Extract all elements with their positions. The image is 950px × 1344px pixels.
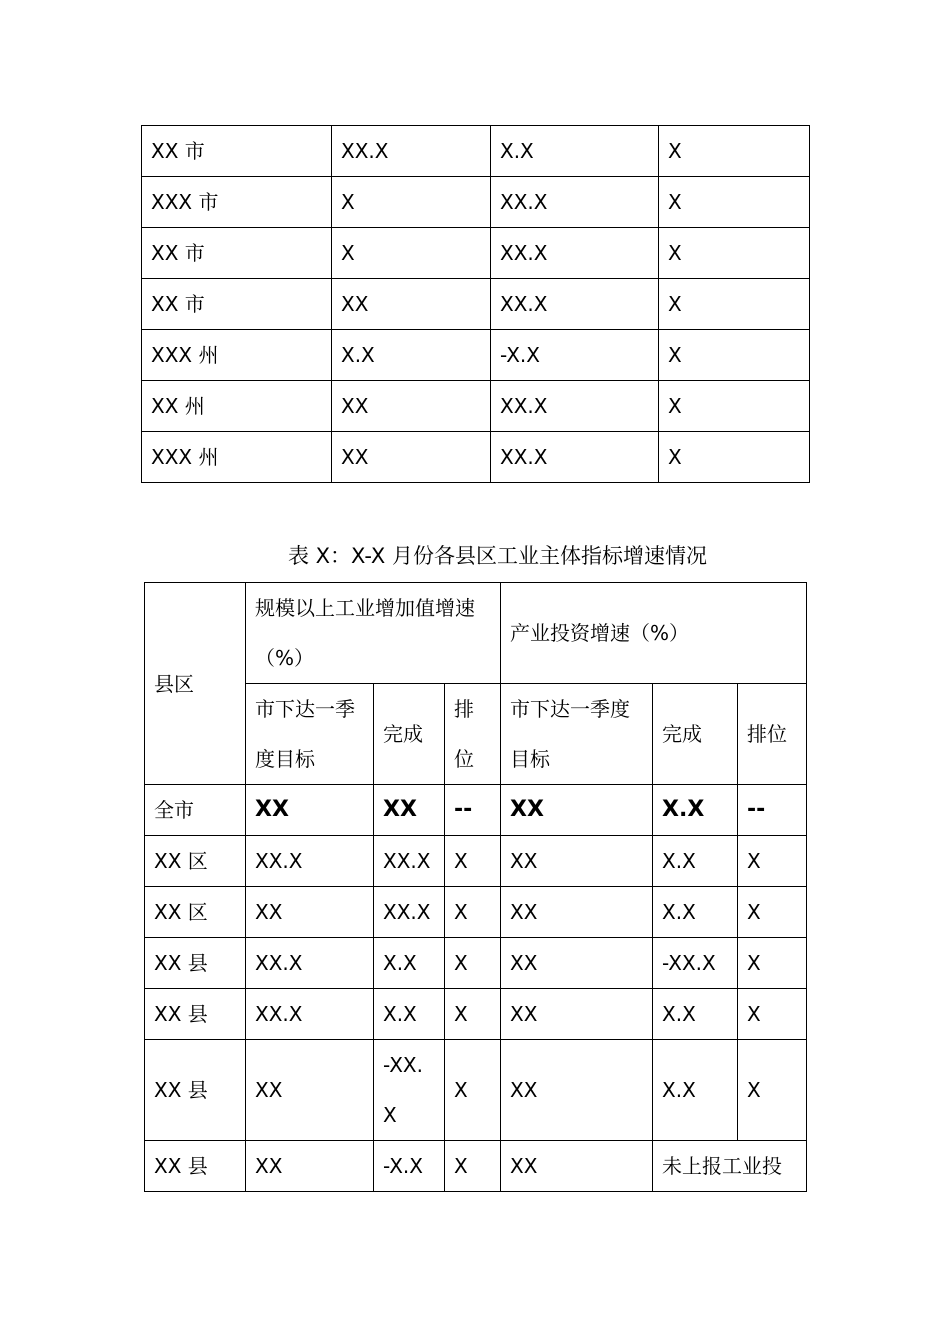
table-row xyxy=(145,1141,807,1192)
cell-value: X xyxy=(659,381,810,432)
cell-value: XX.X xyxy=(246,989,374,1040)
cell-value: X xyxy=(738,887,807,938)
table-row xyxy=(145,785,807,836)
table-row xyxy=(145,1040,807,1141)
city-name: XXX 州 xyxy=(142,330,332,381)
cell-value: X xyxy=(738,1040,807,1141)
table-row xyxy=(142,381,810,432)
cell-value: X.X xyxy=(653,1040,738,1141)
cell-value: XX xyxy=(501,785,653,836)
county-name: XX 县 xyxy=(145,938,246,989)
cell-value: X xyxy=(659,228,810,279)
header-industrial-value-growth: 规模以上工业增加值增速（%） xyxy=(246,583,501,684)
cell-value: X xyxy=(445,836,501,887)
city-name: XXX 州 xyxy=(142,432,332,483)
table-row xyxy=(142,177,810,228)
header-row xyxy=(145,583,807,684)
cell-value: X.X xyxy=(653,836,738,887)
header-target: 市下达一季度目标 xyxy=(246,684,374,785)
city-name: XX 州 xyxy=(142,381,332,432)
table-row xyxy=(142,126,810,177)
cell-value: XX xyxy=(501,938,653,989)
cell-value: -- xyxy=(445,785,501,836)
cell-value: X.X xyxy=(653,989,738,1040)
table-row xyxy=(145,887,807,938)
header-rank: 排位 xyxy=(445,684,501,785)
header-completion: 完成 xyxy=(653,684,738,785)
table-row xyxy=(142,330,810,381)
city-name: XX 市 xyxy=(142,279,332,330)
cell-value: X.X xyxy=(374,938,445,989)
cell-value: X.X xyxy=(374,989,445,1040)
cell-note: 未上报工业投 xyxy=(653,1141,807,1192)
cell-value: XX.X xyxy=(374,836,445,887)
city-name: XXX 市 xyxy=(142,177,332,228)
county-name: XX 县 xyxy=(145,1141,246,1192)
cell-value: XX xyxy=(246,785,374,836)
cell-value: XX xyxy=(332,432,491,483)
county-name: XX 区 xyxy=(145,836,246,887)
cell-value: XX xyxy=(501,989,653,1040)
header-investment-growth: 产业投资增速（%） xyxy=(501,583,807,684)
county-name: XX 区 xyxy=(145,887,246,938)
cell-value: X xyxy=(659,126,810,177)
cell-value: XX.X xyxy=(374,887,445,938)
cell-value: X xyxy=(445,1141,501,1192)
cell-value: XX.X xyxy=(491,432,659,483)
cell-value: X xyxy=(738,989,807,1040)
county-name: XX 县 xyxy=(145,1040,246,1141)
cell-value: XX.X xyxy=(332,126,491,177)
cell-value: X.X xyxy=(491,126,659,177)
cell-value: X xyxy=(445,938,501,989)
cell-value: X xyxy=(659,330,810,381)
cell-value: X.X xyxy=(653,887,738,938)
cell-value: XX.X xyxy=(491,177,659,228)
cell-value: XX xyxy=(332,381,491,432)
county-name: 全市 xyxy=(145,785,246,836)
cell-value: -X.X xyxy=(491,330,659,381)
header-county: 县区 xyxy=(145,583,246,785)
cell-value: -XX.X xyxy=(653,938,738,989)
table-row xyxy=(142,279,810,330)
cell-value: XX.X xyxy=(246,836,374,887)
cell-value: XX xyxy=(332,279,491,330)
cell-value: XX.X xyxy=(491,279,659,330)
table-row xyxy=(142,228,810,279)
city-name: XX 市 xyxy=(142,126,332,177)
cell-value: X xyxy=(332,177,491,228)
cell-value: X xyxy=(659,177,810,228)
cell-value: X xyxy=(445,887,501,938)
table-row xyxy=(145,836,807,887)
county-indicator-table xyxy=(144,582,807,1192)
cell-value: X xyxy=(659,432,810,483)
cell-value: XX xyxy=(501,887,653,938)
cell-value: XX xyxy=(374,785,445,836)
header-rank: 排位 xyxy=(738,684,807,785)
cell-value: XX xyxy=(501,1040,653,1141)
cell-value: -X.X xyxy=(374,1141,445,1192)
cell-value: X xyxy=(659,279,810,330)
cell-value: XX xyxy=(246,1141,374,1192)
cell-value: XX.X xyxy=(491,381,659,432)
cell-value: XX xyxy=(246,1040,374,1141)
cell-value: XX.X xyxy=(491,228,659,279)
header-target: 市下达一季度目标 xyxy=(501,684,653,785)
cell-value: X xyxy=(738,836,807,887)
cell-value: X xyxy=(445,1040,501,1141)
cell-value: XX xyxy=(501,1141,653,1192)
table-row xyxy=(145,938,807,989)
cell-value: XX xyxy=(501,836,653,887)
cell-value: -XX.X xyxy=(374,1040,445,1141)
table-row xyxy=(145,989,807,1040)
cell-value: X.X xyxy=(653,785,738,836)
cell-value: XX xyxy=(246,887,374,938)
city-name: XX 市 xyxy=(142,228,332,279)
table-row xyxy=(142,432,810,483)
header-completion: 完成 xyxy=(374,684,445,785)
county-name: XX 县 xyxy=(145,989,246,1040)
cell-value: XX.X xyxy=(246,938,374,989)
cell-value: X xyxy=(738,938,807,989)
city-data-table xyxy=(141,125,810,483)
cell-value: X xyxy=(332,228,491,279)
table-caption: 表 X：X-X 月份各县区工业主体指标增速情况 xyxy=(288,544,707,568)
cell-value: X xyxy=(445,989,501,1040)
cell-value: X.X xyxy=(332,330,491,381)
cell-value: -- xyxy=(738,785,807,836)
